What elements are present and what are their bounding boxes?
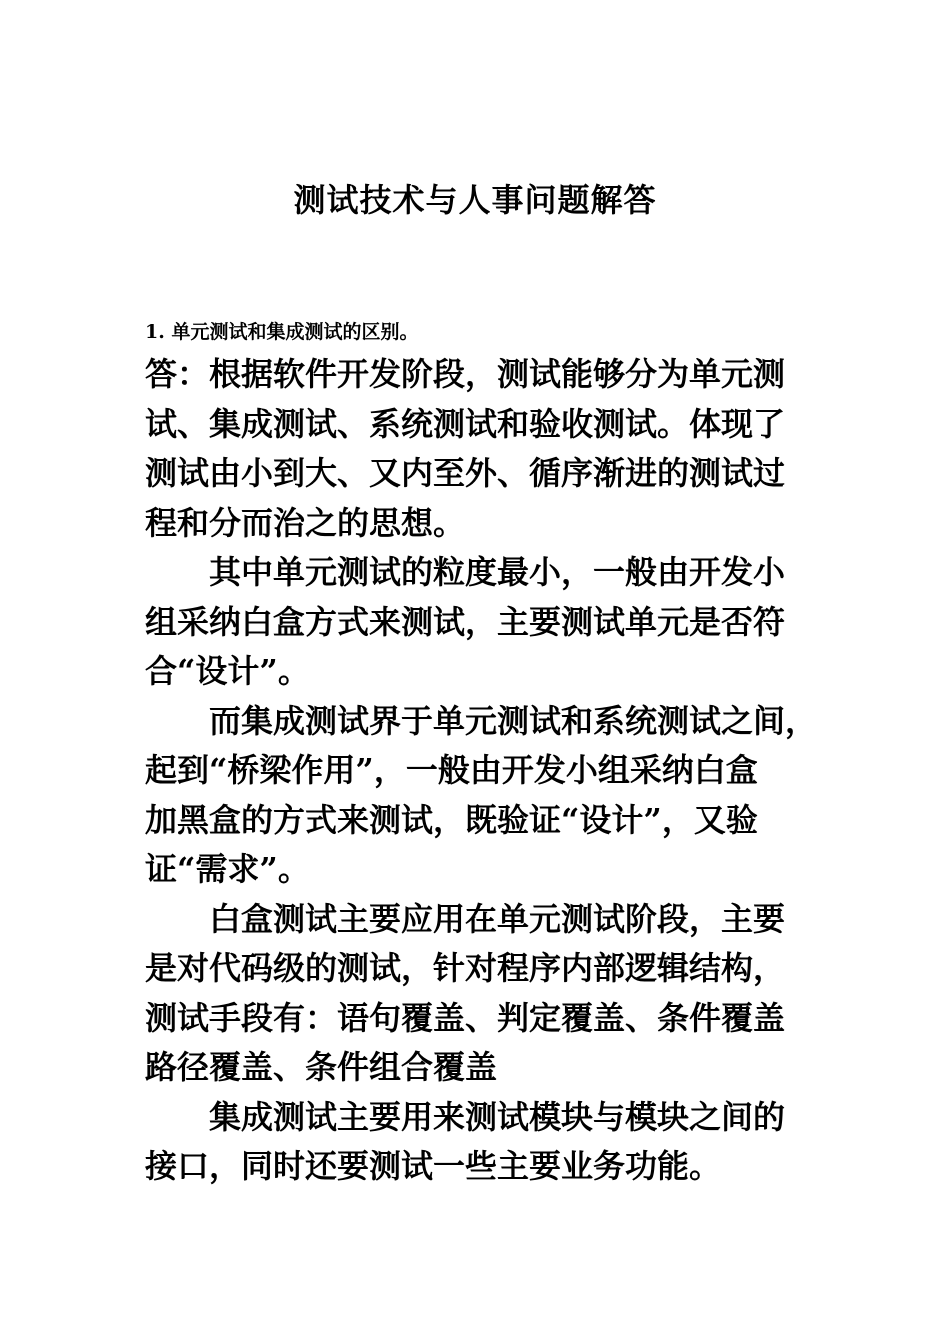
- question-heading: 1. 单元测试和集成测试的区别。: [145, 321, 419, 343]
- answer-line: 集成测试主要用来测试模块与模块之间的: [145, 1097, 786, 1136]
- answer-line: 而集成测试界于单元测试和系统测试之间，: [145, 701, 818, 740]
- page-title: 测试技术与人事问题解答: [293, 181, 657, 219]
- answer-line: 起到“桥梁作用”，一般由开发小组采纳白盒: [145, 751, 758, 789]
- answer-line: 试、集成测试、系统测试和验收测试。体现了: [145, 404, 786, 443]
- answer-line: 是对代码级的测试，针对程序内部逻辑结构，: [145, 949, 786, 987]
- answer-line: 证“需求”。: [145, 850, 310, 888]
- answer-line: 接口，同时还要测试一些主要业务功能。: [145, 1147, 722, 1185]
- answer-line: 加黑盒的方式来测试，既验证“设计”，又验: [145, 800, 758, 839]
- answer-line: 组采纳白盒方式来测试，主要测试单元是否符: [145, 602, 786, 641]
- answer-line: 白盒测试主要应用在单元测试阶段，主要: [145, 899, 786, 938]
- answer-line: 其中单元测试的粒度最小，一般由开发小: [145, 553, 786, 591]
- answer-line: 合“设计”。: [145, 652, 310, 690]
- answer-line: 测试由小到大、又内至外、循序渐进的测试过: [145, 454, 786, 492]
- answer-line: 答：根据软件开发阶段，测试能够分为单元测: [145, 355, 786, 393]
- answer-line: 程和分而治之的思想。: [145, 503, 466, 542]
- answer-line: 路径覆盖、条件组合覆盖: [145, 1048, 498, 1086]
- answer-body: [145, 350, 835, 1192]
- answer-line: 测试手段有：语句覆盖、判定覆盖、条件覆盖: [145, 998, 786, 1037]
